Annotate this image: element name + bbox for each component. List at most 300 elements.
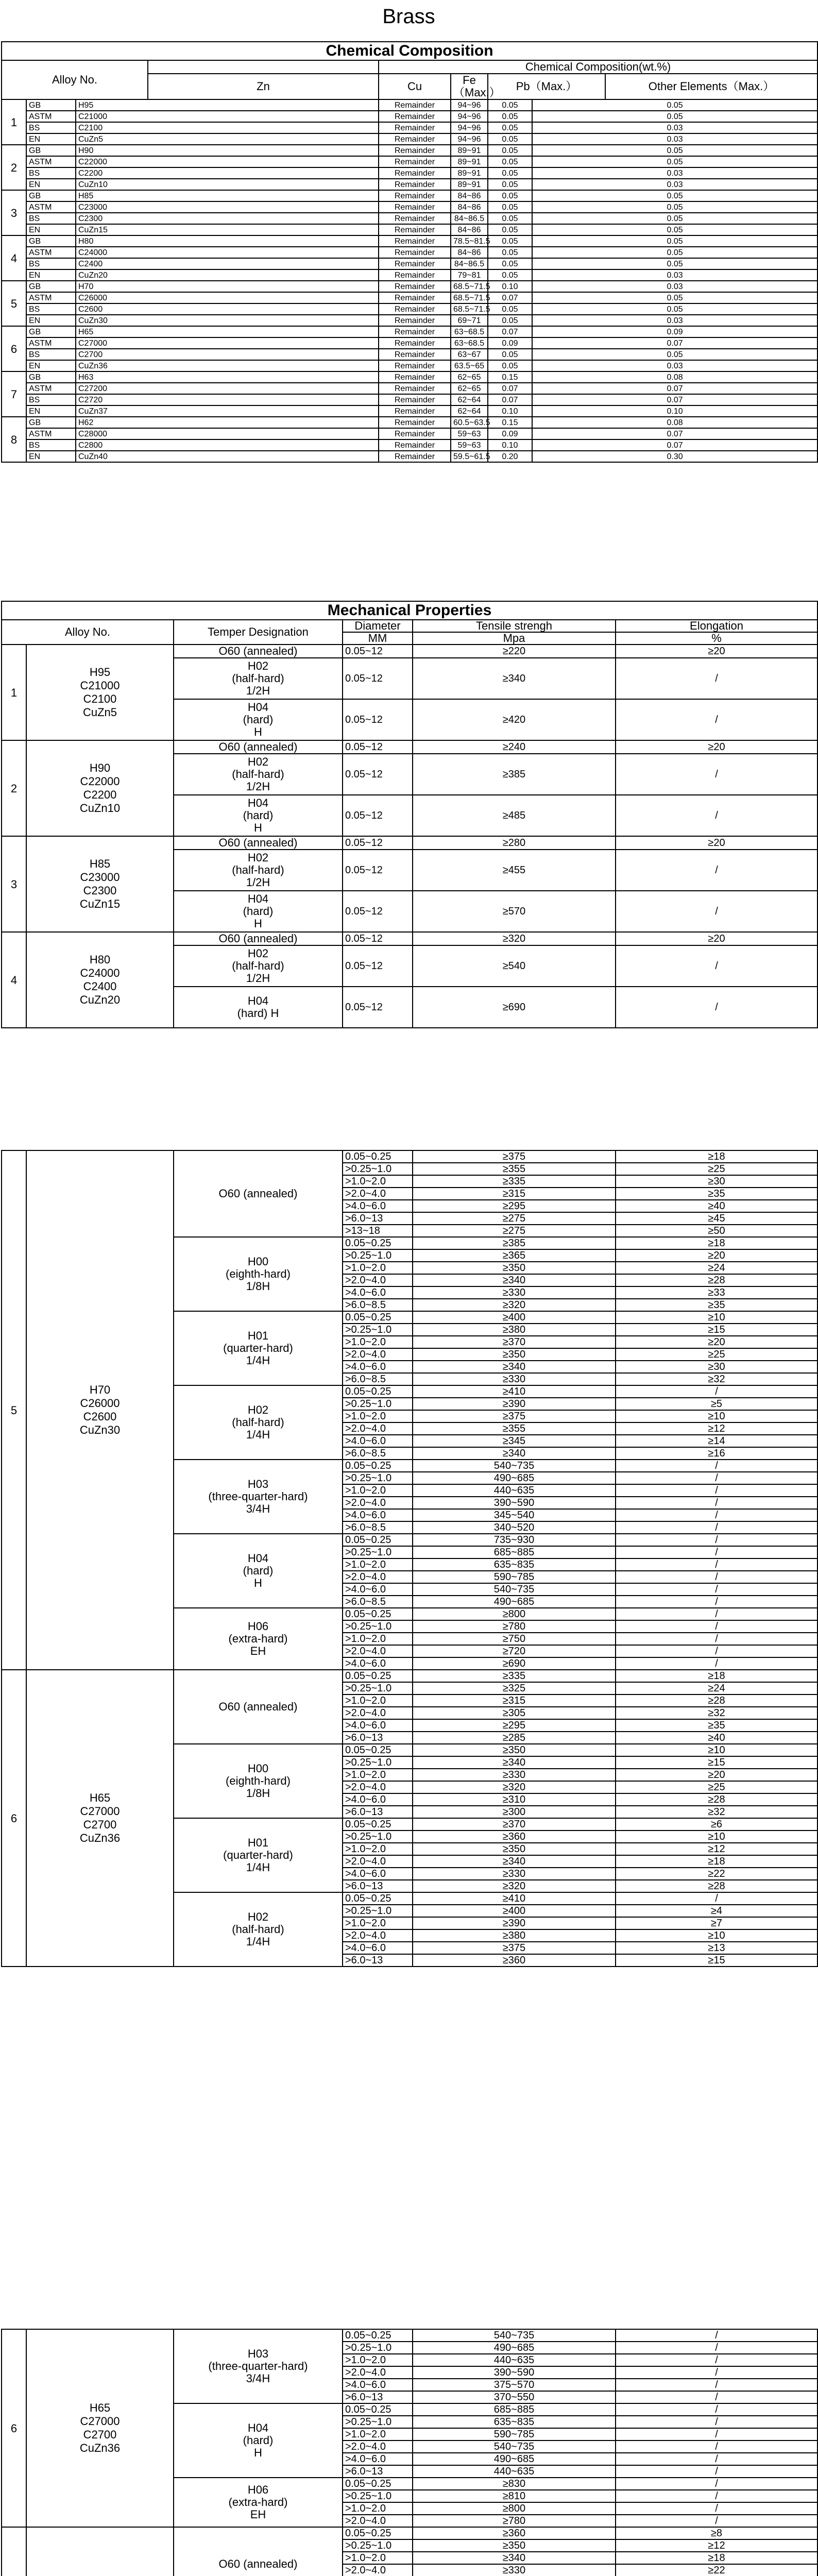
elongation-cell: ≥18 [616, 1237, 817, 1249]
cu-cell: 94~96 [451, 99, 488, 111]
tensile-strength-cell: ≥410 [413, 1892, 616, 1905]
cu-cell: 84~86.5 [451, 213, 488, 224]
elongation-cell: / [616, 1608, 817, 1620]
elongation-cell: / [616, 1583, 817, 1596]
property-row [2, 836, 817, 850]
chem-row [2, 190, 817, 201]
zn-cell: Remainder [379, 213, 451, 224]
pb-cell: 0.05 [532, 111, 817, 122]
chem-row [2, 99, 817, 111]
tensile-strength-cell: ≥375 [413, 1942, 616, 1954]
grade-cell: C2200 [76, 167, 379, 179]
fe-cell: 0.09 [488, 428, 532, 439]
tensile-strength-cell: ≥335 [413, 1175, 616, 1188]
temper-designation: O60 (annealed) [174, 645, 343, 658]
cu-cell: 59~63 [451, 428, 488, 439]
zn-cell: Remainder [379, 156, 451, 167]
pb-cell: 0.07 [532, 394, 817, 405]
elongation-cell: ≥10 [616, 1311, 817, 1324]
elongation-cell: / [616, 658, 817, 699]
temper-designation: O60 (annealed) [174, 1150, 343, 1237]
elongation-cell: / [616, 1892, 817, 1905]
elongation-cell: ≥15 [616, 1324, 817, 1336]
elongation-cell: ≥33 [616, 1286, 817, 1299]
diameter-cell: 0.05~0.25 [343, 1534, 413, 1546]
alloy-group-number: 6 [2, 1670, 26, 1967]
elongation-cell: ≥4 [616, 1905, 817, 1917]
pb-cell: 0.05 [532, 190, 817, 201]
temper-designation: H04 (hard) H [174, 699, 343, 740]
diameter-cell: >2.0~4.0 [343, 1348, 413, 1361]
diameter-cell: 0.05~0.25 [343, 1385, 413, 1398]
diameter-cell: >1.0~2.0 [343, 2502, 413, 2515]
fe-cell: 0.05 [488, 213, 532, 224]
standard-cell: GB [26, 371, 76, 383]
standard-cell: BS [26, 213, 76, 224]
pb-cell: 0.05 [532, 99, 817, 111]
temper-designation: H00 (eighth-hard) 1/8H [174, 1744, 343, 1818]
tensile-strength-cell: ≥350 [413, 1744, 616, 1756]
diameter-cell: >4.0~6.0 [343, 1200, 413, 1212]
elongation-cell: ≥40 [616, 1732, 817, 1744]
chem-row [2, 371, 817, 383]
diameter-cell: >4.0~6.0 [343, 1719, 413, 1732]
tensile-strength-cell: ≥340 [413, 1274, 616, 1286]
pb-cell: 0.03 [532, 360, 817, 371]
zn-cell: Remainder [379, 451, 451, 462]
standard-cell: GB [26, 235, 76, 247]
cu-cell: 69~71 [451, 315, 488, 326]
diameter-cell: >1.0~2.0 [343, 1917, 413, 1929]
tensile-strength-cell: ≥355 [413, 1163, 616, 1175]
tensile-strength-cell: ≥360 [413, 1831, 616, 1843]
diameter-cell: >2.0~4.0 [343, 2441, 413, 2453]
elongation-cell: / [616, 987, 817, 1028]
tensile-strength-cell: 540~735 [413, 2441, 616, 2453]
grade-cell: C2600 [76, 303, 379, 315]
diameter-cell: >1.0~2.0 [343, 1175, 413, 1188]
chem-group-number: 2 [2, 145, 26, 190]
cu-cell: 94~96 [451, 122, 488, 133]
temper-designation: O60 (annealed) [174, 740, 343, 754]
pb-cell: 0.30 [532, 451, 817, 462]
tensile-strength-cell: ≥320 [413, 932, 616, 945]
diameter-cell: >2.0~4.0 [343, 1422, 413, 1435]
elongation-cell: / [616, 1460, 817, 1472]
elongation-cell: ≥18 [616, 2552, 817, 2564]
tensile-strength-cell: ≥810 [413, 2490, 616, 2502]
tensile-strength-cell: ≥390 [413, 1917, 616, 1929]
chem-row [2, 315, 817, 326]
temper-designation: H04 (hard) H [174, 1534, 343, 1608]
mechanical-properties-table [1, 601, 818, 1028]
diameter-cell: 0.05~12 [343, 795, 413, 836]
standard-cell: ASTM [26, 111, 76, 122]
pb-cell: 0.03 [532, 281, 817, 292]
tensile-strength-cell: ≥780 [413, 2515, 616, 2527]
chem-row [2, 156, 817, 167]
elongation-cell: / [616, 2478, 817, 2490]
diameter-cell: >4.0~6.0 [343, 2379, 413, 2391]
zn-cell: Remainder [379, 337, 451, 349]
tensile-strength-cell: 490~685 [413, 1472, 616, 1484]
grade-cell: C28000 [76, 428, 379, 439]
tensile-strength-cell: ≥350 [413, 2539, 616, 2552]
tensile-strength-cell: ≥375 [413, 1410, 616, 1422]
tensile-strength-cell: ≥275 [413, 1212, 616, 1225]
elongation-cell: ≥10 [616, 1744, 817, 1756]
zn-cell: Remainder [379, 190, 451, 201]
temper-designation: H06 (extra-hard) EH [174, 1608, 343, 1670]
diameter-cell: >1.0~2.0 [343, 1484, 413, 1497]
elongation-cell: ≥20 [616, 740, 817, 754]
document-title: Brass [382, 5, 435, 28]
tensile-strength-cell: ≥750 [413, 1633, 616, 1645]
cu-cell: 63.5~65 [451, 360, 488, 371]
fe-cell: 0.05 [488, 179, 532, 190]
chem-row [2, 111, 817, 122]
chem-row [2, 360, 817, 371]
tensile-strength-cell: ≥380 [413, 1929, 616, 1942]
grade-cell: H65 [76, 326, 379, 337]
diameter-cell: 0.05~0.25 [343, 1460, 413, 1472]
cu-cell: 89~91 [451, 145, 488, 156]
tensile-strength-cell: ≥690 [413, 987, 616, 1028]
elongation-cell: ≥32 [616, 1373, 817, 1385]
alloy-no-header: Alloy No. [2, 60, 148, 99]
cu-cell: 59.5~61.5 [451, 451, 488, 462]
elongation-cell: ≥16 [616, 1447, 817, 1460]
fe-cell: 0.05 [488, 235, 532, 247]
cu-cell: 84~86.5 [451, 258, 488, 269]
diameter-cell: 0.05~0.25 [343, 1150, 413, 1163]
diameter-cell: >1.0~2.0 [343, 2428, 413, 2441]
elongation-cell: / [616, 1558, 817, 1571]
zn-cell: Remainder [379, 224, 451, 235]
zn-cell: Remainder [379, 371, 451, 383]
diameter-cell: 0.05~0.25 [343, 2527, 413, 2539]
zn-cell: Remainder [379, 303, 451, 315]
elongation-unit: % [616, 632, 817, 645]
zn-cell: Remainder [379, 269, 451, 281]
cu-cell: 68.5~71.5 [451, 303, 488, 315]
grade-cell: C2720 [76, 394, 379, 405]
elongation-cell: ≥12 [616, 2539, 817, 2552]
pb-cell: 0.10 [532, 405, 817, 417]
diameter-cell: >2.0~4.0 [343, 1188, 413, 1200]
standard-cell: ASTM [26, 383, 76, 394]
diameter-cell: >6.0~13 [343, 2391, 413, 2403]
zn-cell: Remainder [379, 405, 451, 417]
fe-cell: 0.05 [488, 303, 532, 315]
pb-cell: 0.07 [532, 337, 817, 349]
diameter-cell: >6.0~8.5 [343, 1299, 413, 1311]
tensile-strength-cell: ≥385 [413, 1237, 616, 1249]
elongation-cell: / [616, 1546, 817, 1558]
tensile-strength-cell: ≥240 [413, 740, 616, 754]
alloy-designations: H95 C21000 C2100 CuZn5 [26, 645, 174, 740]
cu-cell: 84~86 [451, 247, 488, 258]
grade-cell: H85 [76, 190, 379, 201]
tensile-strength-cell: ≥315 [413, 1188, 616, 1200]
fe-cell: 0.05 [488, 111, 532, 122]
cu-cell: 78.5~81.5 [451, 235, 488, 247]
elongation-cell: / [616, 795, 817, 836]
zn-cell: Remainder [379, 111, 451, 122]
zn-cell: Remainder [379, 247, 451, 258]
diameter-cell: >2.0~4.0 [343, 2366, 413, 2379]
chem-row [2, 213, 817, 224]
tensile-strength-cell: 685~885 [413, 1546, 616, 1558]
alloy-group-number: 1 [2, 645, 26, 740]
fe-cell: 0.05 [488, 360, 532, 371]
elongation-cell: / [616, 1484, 817, 1497]
diameter-cell: 0.05~0.25 [343, 2403, 413, 2416]
elongation-cell: ≥25 [616, 1348, 817, 1361]
column-header-cu: Cu [379, 74, 451, 99]
pb-cell: 0.08 [532, 371, 817, 383]
zn-cell: Remainder [379, 179, 451, 190]
zn-cell: Remainder [379, 133, 451, 145]
diameter-cell: 0.05~0.25 [343, 1892, 413, 1905]
elongation-cell: / [616, 1571, 817, 1583]
tensile-strength-cell: ≥420 [413, 699, 616, 740]
cu-cell: 84~86 [451, 201, 488, 213]
chemical-composition-heading: Chemical Composition [2, 42, 817, 60]
diameter-cell: >6.0~13 [343, 1732, 413, 1744]
tensile-strength-cell: ≥320 [413, 1299, 616, 1311]
tensile-strength-cell: 540~735 [413, 2329, 616, 2342]
tensile-strength-cell: ≥720 [413, 1645, 616, 1657]
alloy-no-header: Alloy No. [2, 620, 174, 645]
tensile-strength-cell: ≥340 [413, 1855, 616, 1868]
property-row [2, 1150, 817, 1163]
elongation-cell: ≥35 [616, 1188, 817, 1200]
property-row [2, 740, 817, 754]
standard-cell: GB [26, 190, 76, 201]
elongation-cell: ≥40 [616, 1200, 817, 1212]
column-header-other: Other Elements（Max.） [605, 74, 817, 99]
chemical-composition-subheader: Chemical Composition(wt.%) [379, 60, 817, 74]
pb-cell: 0.03 [532, 167, 817, 179]
standard-cell: BS [26, 258, 76, 269]
elongation-cell: / [616, 699, 817, 740]
diameter-cell: >4.0~6.0 [343, 1286, 413, 1299]
cu-cell: 62~65 [451, 371, 488, 383]
tensile-strength-cell: ≥355 [413, 1422, 616, 1435]
fe-cell: 0.05 [488, 315, 532, 326]
grade-cell: C26000 [76, 292, 379, 303]
standard-cell: EN [26, 315, 76, 326]
cu-cell: 68.5~71.5 [451, 281, 488, 292]
elongation-cell: ≥20 [616, 836, 817, 850]
elongation-cell: ≥32 [616, 1806, 817, 1818]
tensile-strength-cell: ≥800 [413, 1608, 616, 1620]
zn-cell: Remainder [379, 360, 451, 371]
chem-row [2, 281, 817, 292]
temper-designation: H02 (half-hard) 1/4H [174, 1892, 343, 1967]
standard-cell: BS [26, 394, 76, 405]
diameter-cell: >4.0~6.0 [343, 1583, 413, 1596]
tensile-strength-cell: ≥400 [413, 1905, 616, 1917]
diameter-cell: >2.0~4.0 [343, 1781, 413, 1793]
diameter-cell: >2.0~4.0 [343, 1274, 413, 1286]
tensile-strength-cell: ≥340 [413, 1447, 616, 1460]
fe-cell: 0.10 [488, 439, 532, 451]
pb-cell: 0.07 [532, 383, 817, 394]
fe-cell: 0.05 [488, 167, 532, 179]
diameter-cell: 0.05~12 [343, 699, 413, 740]
grade-cell: C27000 [76, 337, 379, 349]
chem-row [2, 303, 817, 315]
temper-designation: H06 (extra-hard) EH [174, 2478, 343, 2527]
fe-cell: 0.15 [488, 417, 532, 428]
cu-cell: 60.5~63.5 [451, 417, 488, 428]
diameter-cell: 0.05~0.25 [343, 1311, 413, 1324]
temper-designation: O60 (annealed) [174, 932, 343, 945]
diameter-cell: 0.05~12 [343, 740, 413, 754]
pb-cell: 0.05 [532, 235, 817, 247]
grade-cell: C2300 [76, 213, 379, 224]
tensile-strength-cell: ≥275 [413, 1225, 616, 1237]
tensile-strength-cell: ≥350 [413, 1262, 616, 1274]
chem-group-number: 1 [2, 99, 26, 145]
standard-cell: EN [26, 133, 76, 145]
diameter-cell: >1.0~2.0 [343, 2354, 413, 2366]
elongation-cell: / [616, 1534, 817, 1546]
diameter-cell: >6.0~8.5 [343, 1373, 413, 1385]
elongation-cell: ≥5 [616, 1398, 817, 1410]
diameter-cell: 0.05~12 [343, 658, 413, 699]
elongation-cell: ≥22 [616, 2564, 817, 2576]
standard-cell: ASTM [26, 428, 76, 439]
chem-row [2, 224, 817, 235]
chem-group-number: 3 [2, 190, 26, 235]
alloy-designations [26, 2527, 174, 2576]
diameter-cell: >6.0~8.5 [343, 1596, 413, 1608]
alloy-designations: H70 C26000 C2600 CuZn30 [26, 1150, 174, 1670]
elongation-cell: ≥45 [616, 1212, 817, 1225]
temper-designation: H02 (half-hard) 1/2H [174, 945, 343, 987]
diameter-cell: >6.0~13 [343, 1806, 413, 1818]
zn-cell: Remainder [379, 201, 451, 213]
grade-cell: C27200 [76, 383, 379, 394]
tensile-strength-cell: ≥410 [413, 1385, 616, 1398]
chem-row [2, 417, 817, 428]
standard-cell: EN [26, 405, 76, 417]
diameter-cell: >2.0~4.0 [343, 1707, 413, 1719]
tensile-strength-cell: ≥330 [413, 1769, 616, 1781]
grade-cell: C2100 [76, 122, 379, 133]
pb-cell: 0.05 [532, 224, 817, 235]
tensile-strength-cell: 440~635 [413, 2354, 616, 2366]
elongation-cell: ≥14 [616, 1435, 817, 1447]
grade-cell: C2400 [76, 258, 379, 269]
fe-cell: 0.07 [488, 383, 532, 394]
mechanical-properties-table-continued [1, 1150, 818, 1967]
diameter-cell: >4.0~6.0 [343, 1793, 413, 1806]
pb-cell: 0.05 [532, 303, 817, 315]
alloy-group-number: 2 [2, 740, 26, 836]
elongation-cell: / [616, 1633, 817, 1645]
grade-cell: C22000 [76, 156, 379, 167]
diameter-cell: >2.0~4.0 [343, 1497, 413, 1509]
tensile-strength-cell: ≥330 [413, 1286, 616, 1299]
cu-cell: 94~96 [451, 111, 488, 122]
tensile-strength-cell: 340~520 [413, 1521, 616, 1534]
pb-cell: 0.03 [532, 269, 817, 281]
tensile-strength-cell: 590~785 [413, 1571, 616, 1583]
tensile-strength-cell: ≥830 [413, 2478, 616, 2490]
zn-cell: Remainder [379, 145, 451, 156]
diameter-cell: >2.0~4.0 [343, 1855, 413, 1868]
diameter-cell: >4.0~6.0 [343, 1509, 413, 1521]
tensile-strength-cell: ≥400 [413, 1311, 616, 1324]
grade-cell: CuZn20 [76, 269, 379, 281]
diameter-cell: >1.0~2.0 [343, 1558, 413, 1571]
diameter-cell: 0.05~12 [343, 932, 413, 945]
diameter-cell: 0.05~0.25 [343, 1237, 413, 1249]
temper-designation: H04 (hard) H [174, 891, 343, 932]
elongation-cell: / [616, 2428, 817, 2441]
tensile-strength-cell: 590~785 [413, 2428, 616, 2441]
diameter-cell: >0.25~1.0 [343, 1831, 413, 1843]
diameter-cell: >4.0~6.0 [343, 2453, 413, 2465]
diameter-cell: 0.05~0.25 [343, 1608, 413, 1620]
elongation-cell: / [616, 1509, 817, 1521]
temper-designation: O60 (annealed) [174, 1670, 343, 1744]
elongation-cell: ≥25 [616, 1163, 817, 1175]
tensile-strength-cell: ≥330 [413, 1868, 616, 1880]
diameter-cell: >6.0~13 [343, 2465, 413, 2478]
tensile-strength-cell: ≥320 [413, 1880, 616, 1892]
standard-cell: BS [26, 303, 76, 315]
tensile-strength-cell: ≥485 [413, 795, 616, 836]
elongation-cell: / [616, 2416, 817, 2428]
alloy-designations: H65 C27000 C2700 CuZn36 [26, 2329, 174, 2527]
diameter-cell: >1.0~2.0 [343, 1410, 413, 1422]
tensile-strength-cell: ≥370 [413, 1336, 616, 1348]
elongation-cell: / [616, 2379, 817, 2391]
cu-cell: 89~91 [451, 167, 488, 179]
elongation-cell: / [616, 754, 817, 795]
mechanical-properties-heading: Mechanical Properties [2, 601, 817, 620]
zn-cell: Remainder [379, 258, 451, 269]
tensile-strength-cell: ≥350 [413, 1348, 616, 1361]
cu-cell: 62~64 [451, 405, 488, 417]
mechanical-properties-table-continued-2 [1, 2329, 818, 2576]
elongation-cell: / [616, 2515, 817, 2527]
standard-cell: BS [26, 167, 76, 179]
pb-cell: 0.05 [532, 201, 817, 213]
standard-cell: EN [26, 269, 76, 281]
grade-cell: CuZn30 [76, 315, 379, 326]
tensile-strength-cell: ≥340 [413, 1756, 616, 1769]
chem-row [2, 394, 817, 405]
elongation-cell: ≥50 [616, 1225, 817, 1237]
elongation-cell: ≥20 [616, 1249, 817, 1262]
tensile-strength-cell: 635~835 [413, 1558, 616, 1571]
temper-designation: H04 (hard) H [174, 987, 343, 1028]
tensile-strength-cell: 440~635 [413, 2465, 616, 2478]
chem-row [2, 247, 817, 258]
diameter-cell: >1.0~2.0 [343, 1633, 413, 1645]
tensile-strength-cell: ≥295 [413, 1200, 616, 1212]
zn-cell: Remainder [379, 167, 451, 179]
fe-cell: 0.05 [488, 133, 532, 145]
chem-group-number: 8 [2, 417, 26, 462]
diameter-cell: >1.0~2.0 [343, 1262, 413, 1274]
